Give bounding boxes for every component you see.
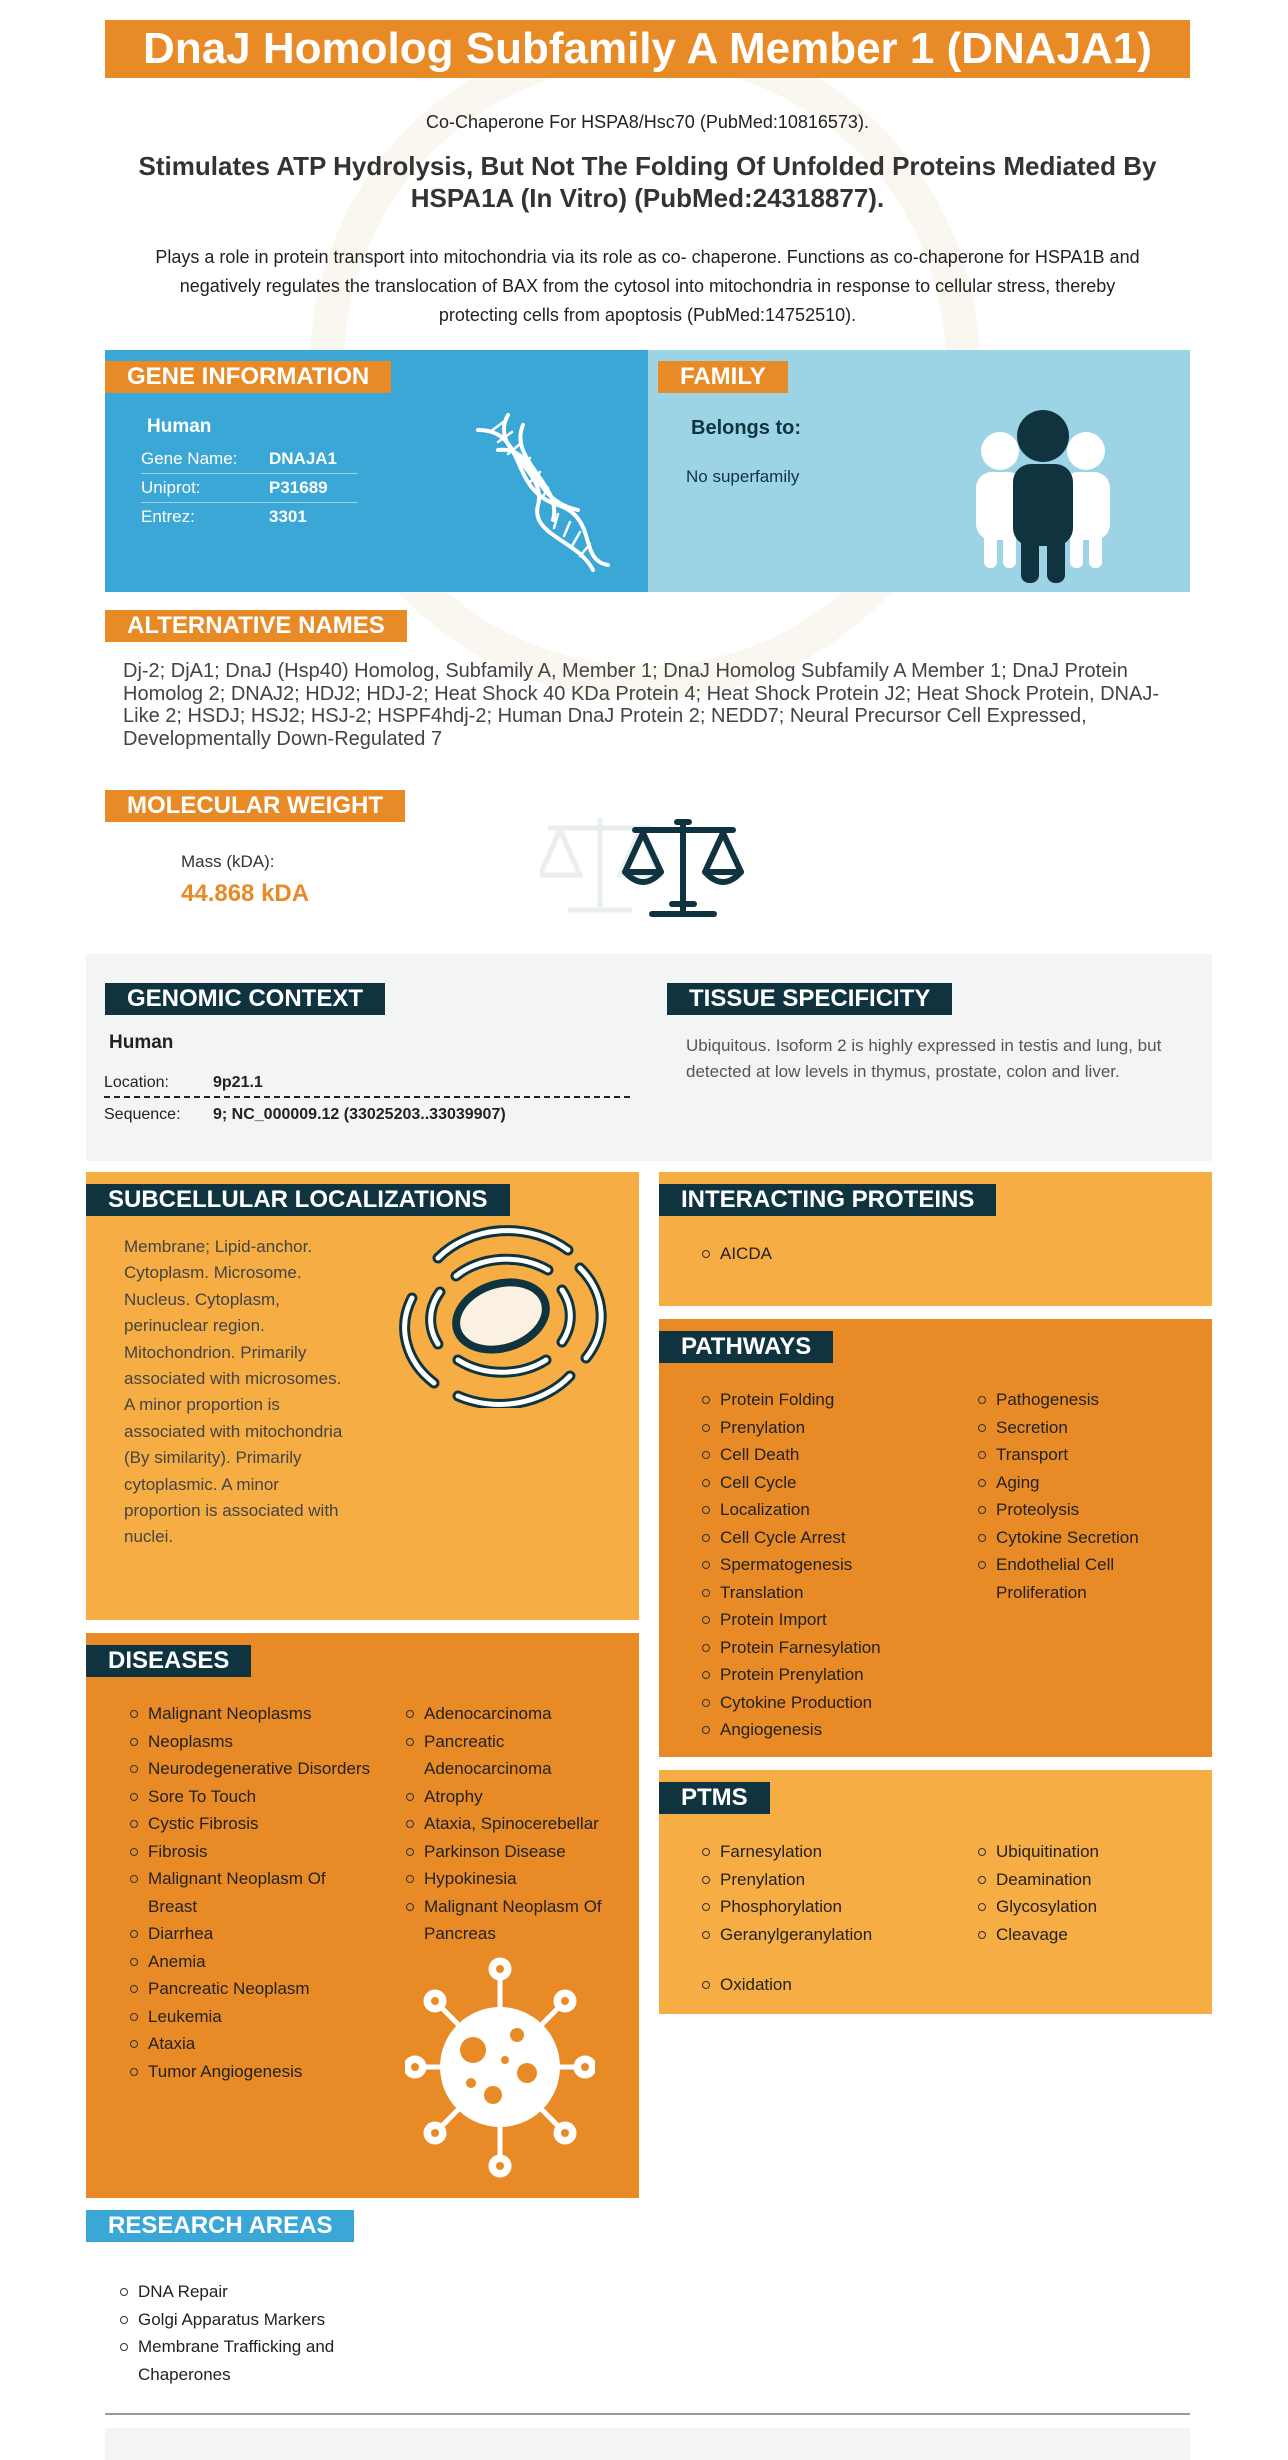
location-value: 9p21.1 [213, 1074, 263, 1091]
interacting-proteins-heading: INTERACTING PROTEINS [659, 1184, 996, 1216]
ptm-item: Deamination [976, 1866, 1166, 1894]
pathway-item: Cell Cycle [700, 1469, 960, 1497]
dna-helix-icon [468, 410, 618, 575]
genomic-species: Human [109, 1032, 174, 1053]
gene-information-heading: GENE INFORMATION [105, 361, 391, 393]
disease-item: Pancreatic Adenocarcinoma [404, 1728, 614, 1783]
pathway-item: Endothelial Cell Proliferation [976, 1551, 1166, 1606]
entrez-label: Entrez: [141, 507, 195, 526]
molecular-weight-heading: MOLECULAR WEIGHT [105, 790, 405, 822]
sequence-value: 9; NC_000009.12 (33025203..33039907) [213, 1106, 506, 1123]
ptm-item: Oxidation [700, 1971, 960, 1999]
sequence-row [104, 1100, 630, 1130]
gene-name-value: DNAJA1 [269, 449, 338, 468]
disease-item: Sore To Touch [128, 1783, 373, 1811]
location-label: Location: [104, 1074, 169, 1091]
ptm-item: Farnesylation [700, 1838, 960, 1866]
interacting-proteins-list [700, 1240, 1000, 1268]
disease-item: Neoplasms [128, 1728, 373, 1756]
balance-scale-icon [540, 800, 775, 930]
disease-item: Tumor Angiogenesis [128, 2058, 373, 2086]
pathway-item: Prenylation [700, 1414, 960, 1442]
pathway-item: Proteolysis [976, 1496, 1166, 1524]
pathway-item: Angiogenesis [700, 1716, 960, 1744]
pathway-item: Protein Folding [700, 1386, 960, 1414]
research-area-item: Golgi Apparatus Markers [118, 2306, 378, 2334]
disease-item: Malignant Neoplasm Of Breast [128, 1865, 373, 1920]
tissue-specificity-text: Ubiquitous. Isoform 2 is highly expressed in testis and lung, but detected at low levels in thymus, prostate, colon and liver. [686, 1036, 1162, 1081]
disease-item: Malignant Neoplasm Of Pancreas [404, 1893, 614, 1948]
ptm-item: Ubiquitination [976, 1838, 1166, 1866]
pathway-item: Secretion [976, 1414, 1166, 1442]
alternative-names-text: Dj-2; DjA1; DnaJ (Hsp40) Homolog, Subfamily A, Member 1; DnaJ Homolog Subfamily A Member 1; DnaJ Protein Homolog 2; DNAJ2; HDJ2; HDJ-2; Heat Shock 40 KDa Protein 4; Heat Shock Protein J2; Heat Shock Protein, DNAJ-Like 2; HSDJ; HSJ2; HSJ-2; HSPF4hdj-2; Human DnaJ Protein 2; NEDD7; Neural Precursor Cell Expressed, Developmentally Down-Regulated 7 [123, 660, 1159, 750]
pathway-item: Spermatogenesis [700, 1551, 960, 1579]
interacting-protein-item: AICDA [700, 1240, 1000, 1268]
pathways-list-col2 [976, 1386, 1166, 1606]
people-group-icon [968, 408, 1118, 583]
disease-item: Atrophy [404, 1783, 614, 1811]
disease-item: Diarrhea [128, 1920, 373, 1948]
location-row [104, 1068, 630, 1098]
uniprot-label: Uniprot: [141, 478, 201, 497]
family-heading: FAMILY [658, 361, 788, 393]
diseases-list-col2 [404, 1700, 614, 1948]
ptms-heading: PTMS [659, 1782, 770, 1814]
pathway-item: Translation [700, 1579, 960, 1607]
function-summary-headline: Stimulates ATP Hydrolysis, But Not The Folding Of Unfolded Proteins Mediated By HSPA1A (In Vitro) (PubMed:24318877). [138, 151, 1157, 213]
uniprot-row [141, 474, 358, 503]
pathway-item: Cell Cycle Arrest [700, 1524, 960, 1552]
disease-item: Fibrosis [128, 1838, 373, 1866]
entrez-value: 3301 [269, 507, 307, 526]
ptms-list-col2 [976, 1838, 1166, 1948]
virus-icon [405, 1955, 595, 2180]
sequence-label: Sequence: [104, 1106, 181, 1123]
pathway-item: Cell Death [700, 1441, 960, 1469]
tissue-specificity-heading: TISSUE SPECIFICITY [667, 983, 952, 1015]
function-description: Plays a role in protein transport into mitochondria via its role as co- chaperone. Functions as co-chaperone for HSPA1B and negatively regulates the translocation of BAX from the cytosol into mitochondria in response to cellular stress, thereby protecting cells from apoptosis (PubMed:14752510). [155, 247, 1140, 325]
footer [105, 2428, 1190, 2460]
disease-item: Anemia [128, 1948, 373, 1976]
uniprot-value: P31689 [269, 478, 328, 497]
diseases-list-col1 [128, 1700, 373, 2085]
ptm-item: Cleavage [976, 1921, 1166, 1949]
subcellular-localizations-text: Membrane; Lipid-anchor. Cytoplasm. Microsome. Nucleus. Cytoplasm, perinuclear region. Mitochondrion. Primarily associated with microsomes. A minor proportion is associated with mitochondria (By similarity). Primarily cytoplasmic. A minor proportion is associated with nuclei. [124, 1237, 343, 1547]
research-areas-list [118, 2278, 378, 2388]
pathway-item: Localization [700, 1496, 960, 1524]
disease-item: Leukemia [128, 2003, 373, 2031]
ptm-item: Geranylgeranylation [700, 1921, 960, 1949]
pathway-item: Protein Farnesylation [700, 1634, 960, 1662]
pathway-item: Protein Prenylation [700, 1661, 960, 1689]
disease-item: Malignant Neoplasms [128, 1700, 373, 1728]
pathway-item: Cytokine Production [700, 1689, 960, 1717]
disease-item: Pancreatic Neoplasm [128, 1975, 373, 2003]
ptm-item: Phosphorylation [700, 1893, 960, 1921]
gene-species: Human [147, 416, 212, 437]
alternative-names-heading: ALTERNATIVE NAMES [105, 610, 407, 642]
ptm-item: Glycosylation [976, 1893, 1166, 1921]
ptms-list-extra [700, 1971, 960, 1999]
mass-label: Mass (kDA): [181, 852, 275, 871]
subcellular-localizations-heading: SUBCELLULAR LOCALIZATIONS [86, 1184, 510, 1216]
family-value: No superfamily [686, 467, 800, 486]
research-areas-heading: RESEARCH AREAS [86, 2210, 354, 2242]
pathway-item: Cytokine Secretion [976, 1524, 1166, 1552]
gene-name-row [141, 445, 358, 474]
disease-item: Neurodegenerative Disorders [128, 1755, 373, 1783]
disease-item: Adenocarcinoma [404, 1700, 614, 1728]
disease-item: Parkinson Disease [404, 1838, 614, 1866]
diseases-heading: DISEASES [86, 1645, 251, 1677]
genomic-context-heading: GENOMIC CONTEXT [105, 983, 385, 1015]
gene-name-label: Gene Name: [141, 449, 238, 468]
mass-value: 44.868 kDA [181, 880, 310, 907]
entrez-row [141, 503, 358, 532]
pathway-item: Aging [976, 1469, 1166, 1497]
page-title: DnaJ Homolog Subfamily A Member 1 (DNAJA1) [105, 20, 1190, 78]
pathway-item: Pathogenesis [976, 1386, 1166, 1414]
disease-item: Cystic Fibrosis [128, 1810, 373, 1838]
pathway-item: Transport [976, 1441, 1166, 1469]
ptms-list-col1 [700, 1838, 960, 1948]
disease-item: Ataxia, Spinocerebellar [404, 1810, 614, 1838]
disease-item: Hypokinesia [404, 1865, 614, 1893]
family-belongs-label: Belongs to: [691, 417, 801, 439]
function-summary-small: Co-Chaperone For HSPA8/Hsc70 (PubMed:10816573). [426, 112, 869, 132]
pathways-heading: PATHWAYS [659, 1331, 833, 1363]
pathway-item: Protein Import [700, 1606, 960, 1634]
research-area-item: Membrane Trafficking and Chaperones [118, 2333, 378, 2388]
pathways-list-col1 [700, 1386, 960, 1744]
footer-divider [105, 2413, 1190, 2415]
ptm-item: Prenylation [700, 1866, 960, 1894]
research-area-item: DNA Repair [118, 2278, 378, 2306]
mitochondrion-icon [398, 1218, 608, 1408]
disease-item: Ataxia [128, 2030, 373, 2058]
